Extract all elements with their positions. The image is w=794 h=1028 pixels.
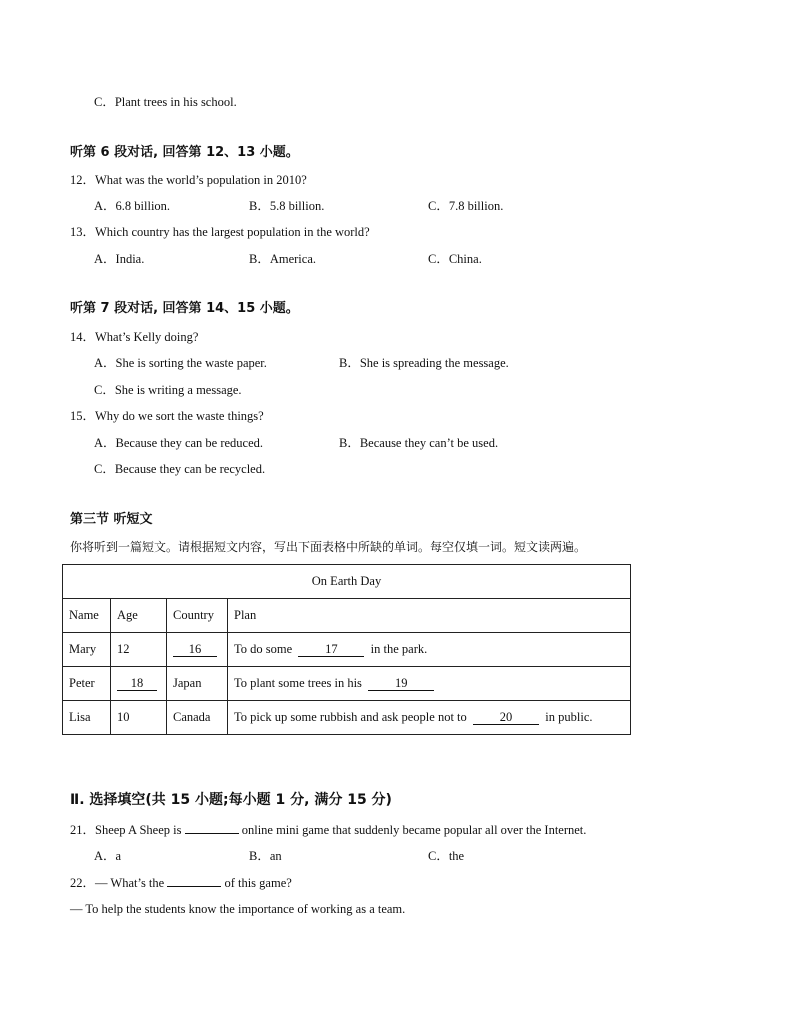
blank-17[interactable]: 17 — [298, 643, 364, 657]
blank-19[interactable]: 19 — [368, 677, 434, 691]
cell-name: Mary — [63, 633, 111, 667]
cell-country — [167, 633, 228, 667]
q22-stem-pre: 22．— What’s the — [70, 876, 165, 890]
header-plan: Plan — [228, 599, 631, 633]
header-name: Name — [63, 599, 111, 633]
q15-stem: 15．Why do we sort the waste things? — [70, 409, 264, 423]
q12-option-b: B．5.8 billion. — [249, 199, 325, 213]
cell-name: Lisa — [63, 701, 111, 735]
q21-stem-post: online mini game that suddenly became popular all over the Internet. — [241, 823, 587, 837]
cell-country: Canada — [167, 701, 228, 735]
cell-country: Japan — [167, 667, 228, 701]
q15-option-b: B．Because they can’t be used. — [339, 436, 499, 450]
q12-option-c: C．7.8 billion. — [428, 199, 504, 213]
table-row — [63, 667, 631, 701]
section6-heading: 听第 6 段对话, 回答第 12、13 小题。 — [70, 145, 299, 160]
q21-option-c: C．the — [428, 849, 465, 863]
q15-option-a: A．Because they can be reduced. — [94, 436, 264, 450]
plan-text-pre: To plant some trees in his — [234, 676, 362, 690]
q22-stem-post: of this game? — [224, 876, 292, 890]
header-age: Age — [111, 599, 167, 633]
header-country: Country — [167, 599, 228, 633]
table-row — [63, 633, 631, 667]
q21-stem — [70, 822, 586, 838]
cell-name: Peter — [63, 667, 111, 701]
part2-heading: Ⅱ. 选择填空(共 15 小题;每小题 1 分, 满分 15 分) — [70, 792, 392, 808]
q14-option-b: B．She is spreading the message. — [339, 356, 509, 370]
plan-text-post: in public. — [545, 710, 593, 724]
section7-heading: 听第 7 段对话, 回答第 14、15 小题。 — [70, 301, 299, 316]
cell-age: 12 — [111, 633, 167, 667]
earth-day-table — [62, 564, 631, 735]
q14-option-c: C．She is writing a message. — [94, 383, 242, 397]
plan-text-pre: To pick up some rubbish and ask people not to — [234, 710, 467, 724]
q12-option-a: A．6.8 billion. — [94, 199, 171, 213]
cell-age — [111, 667, 167, 701]
cell-age: 10 — [111, 701, 167, 735]
q22-stem — [70, 875, 292, 891]
blank-20[interactable]: 20 — [473, 711, 539, 725]
q21-option-a: A．a — [94, 849, 122, 863]
cell-plan — [228, 667, 631, 701]
blank-18[interactable]: 18 — [117, 677, 157, 691]
part3-heading: 第三节 听短文 — [70, 512, 153, 527]
q22-blank[interactable] — [167, 875, 221, 887]
q21-option-b: B．an — [249, 849, 282, 863]
q14-stem: 14．What’s Kelly doing? — [70, 330, 199, 344]
plan-text-post: in the park. — [370, 642, 428, 656]
q12-stem: 12．What was the world’s population in 2010? — [70, 173, 307, 187]
q11-option-c: C．Plant trees in his school. — [94, 95, 237, 109]
q22-answer: — To help the students know the importance of working as a team. — [70, 902, 406, 916]
q13-option-b: B．America. — [249, 252, 316, 266]
plan-text-pre: To do some — [234, 642, 293, 656]
q21-blank[interactable] — [185, 822, 239, 834]
q15-option-c: C．Because they can be recycled. — [94, 462, 266, 476]
blank-16[interactable]: 16 — [173, 643, 217, 657]
cell-plan — [228, 633, 631, 667]
q21-stem-pre: 21．Sheep A Sheep is — [70, 823, 182, 837]
cell-plan — [228, 701, 631, 735]
q13-option-c: C．China. — [428, 252, 482, 266]
q13-stem: 13．Which country has the largest population in the world? — [70, 225, 370, 239]
table-header-row — [63, 599, 631, 633]
q13-option-a: A．India. — [94, 252, 145, 266]
table-row — [63, 701, 631, 735]
table-title: On Earth Day — [63, 565, 631, 599]
q14-option-a: A．She is sorting the waste paper. — [94, 356, 267, 370]
part3-instruction: 你将听到一篇短文。请根据短文内容，写出下面表格中所缺的单词。每空仅填一词。短文读两遍。 — [70, 540, 587, 554]
